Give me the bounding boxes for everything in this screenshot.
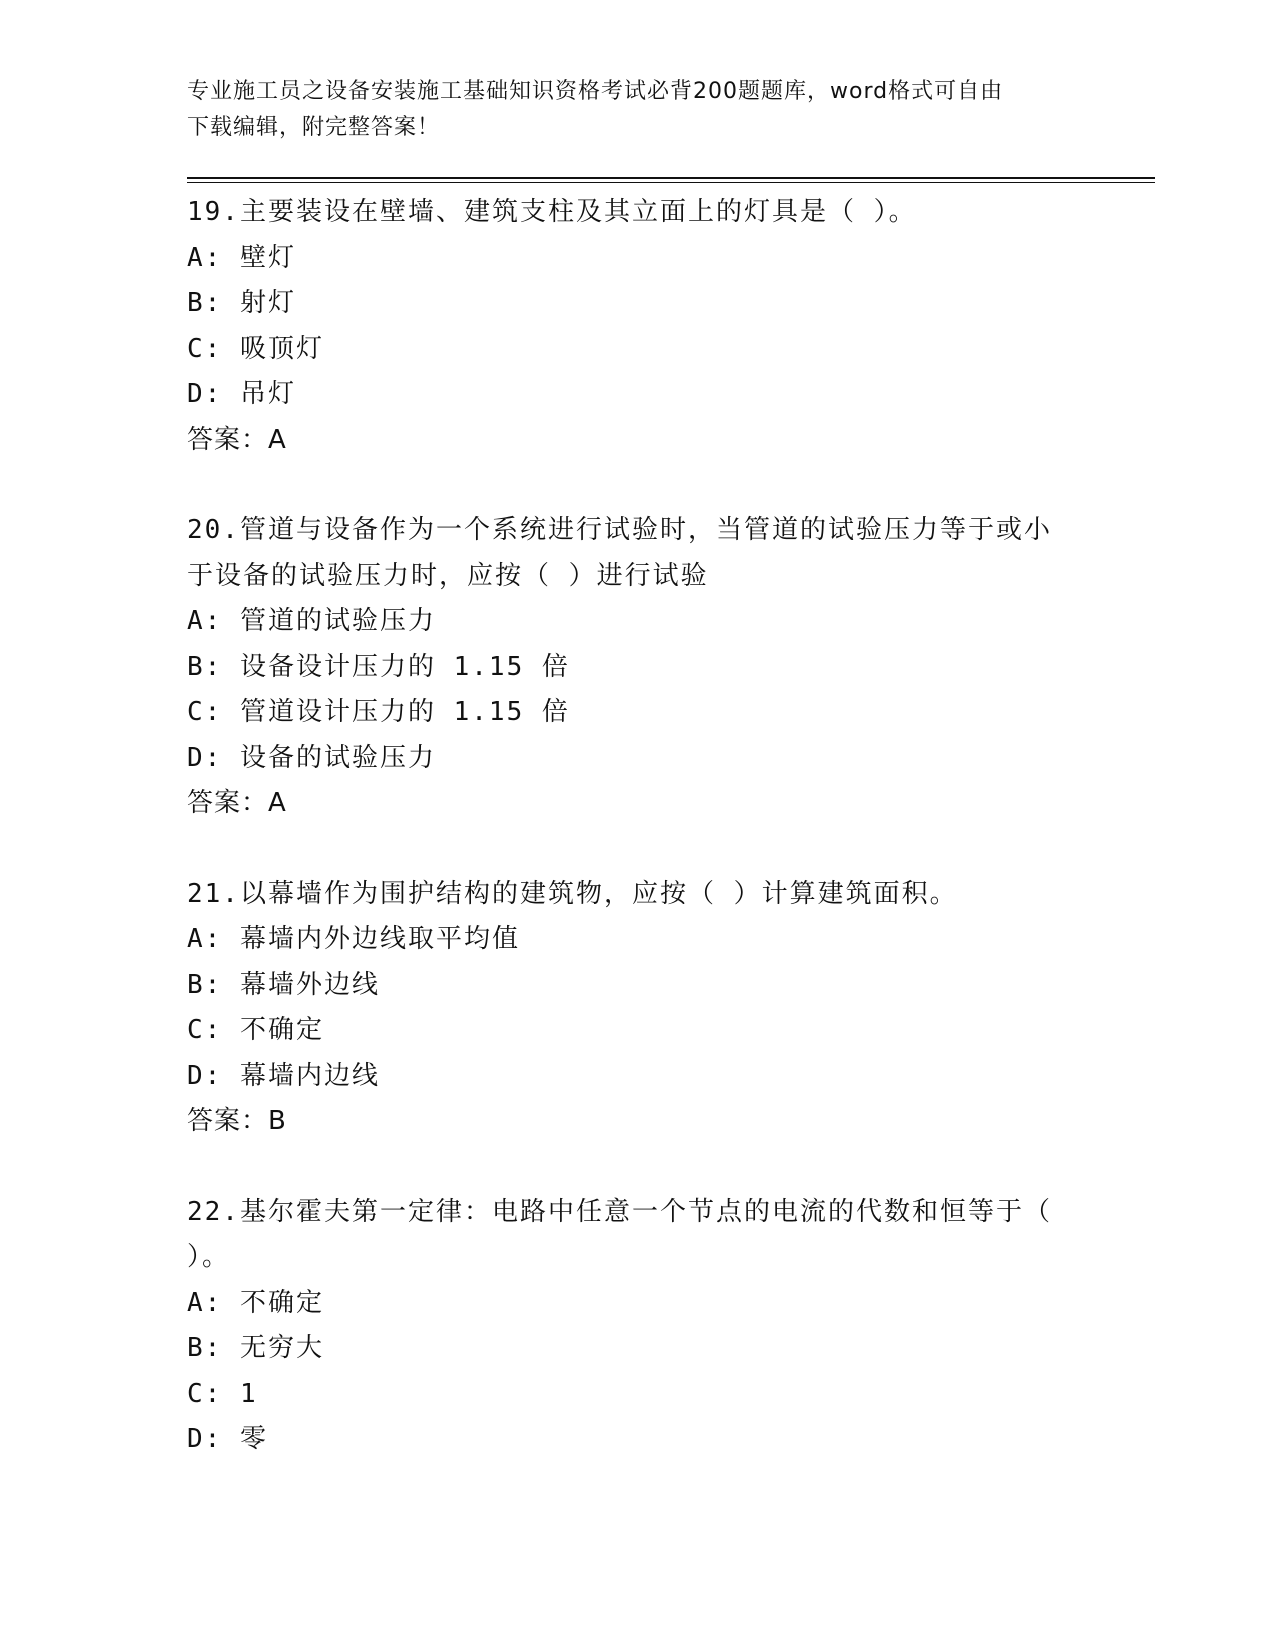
- option-d: D: 设备的试验压力: [187, 742, 436, 773]
- option-c: C: 1: [187, 1378, 258, 1409]
- option-d: D: 幕墙内边线: [187, 1060, 380, 1091]
- option-b: B: 无穷大: [187, 1333, 324, 1363]
- question-stem-line-1: 20.管道与设备作为一个系统进行试验时，当管道的试验压力等于或小: [187, 515, 1052, 545]
- option-a: A: 壁灯: [187, 242, 296, 273]
- question-list: [187, 190, 1087, 1508]
- option-a: A: 不确定: [187, 1287, 324, 1318]
- question-stem-line-2: 于设备的试验压力时，应按（ ）进行试验: [187, 560, 709, 591]
- header-line-2: 下载编辑，附完整答案！: [187, 115, 441, 140]
- question-20: [187, 508, 1087, 827]
- answer-label: 答案：B: [187, 1106, 287, 1136]
- option-d: D: 吊灯: [187, 379, 296, 409]
- option-c: C: 不确定: [187, 1015, 324, 1045]
- answer-label: 答案：A: [187, 424, 287, 455]
- header-divider-thick: [187, 177, 1155, 179]
- option-a: A: 幕墙内外边线取平均值: [187, 924, 520, 954]
- header-line-1: 专业施工员之设备安装施工基础知识资格考试必背200题题库，word格式可自由: [187, 79, 1004, 104]
- option-d: D: 零: [187, 1424, 268, 1454]
- question-21: [187, 872, 1087, 1145]
- question-stem-line-1: 22.基尔霍夫第一定律：电路中任意一个节点的电流的代数和恒等于（: [187, 1196, 1052, 1227]
- question-stem-line-2: ）。: [187, 1242, 231, 1272]
- option-c: C: 管道设计压力的 1.15 倍: [187, 697, 570, 727]
- question-19: [187, 190, 1087, 463]
- question-stem: 19.主要装设在壁墙、建筑支柱及其立面上的灯具是（ ）。: [187, 197, 917, 227]
- answer-label: 答案：A: [187, 788, 287, 818]
- question-22: [187, 1190, 1087, 1463]
- question-stem: 21.以幕墙作为围护结构的建筑物，应按（ ）计算建筑面积。: [187, 878, 958, 909]
- option-c: C: 吸顶灯: [187, 333, 324, 364]
- option-a: A: 管道的试验压力: [187, 606, 436, 636]
- document-header: [187, 74, 1087, 146]
- option-b: B: 设备设计压力的 1.15 倍: [187, 651, 570, 682]
- header-divider-thin: [187, 182, 1155, 183]
- option-b: B: 射灯: [187, 288, 296, 318]
- option-b: B: 幕墙外边线: [187, 969, 380, 1000]
